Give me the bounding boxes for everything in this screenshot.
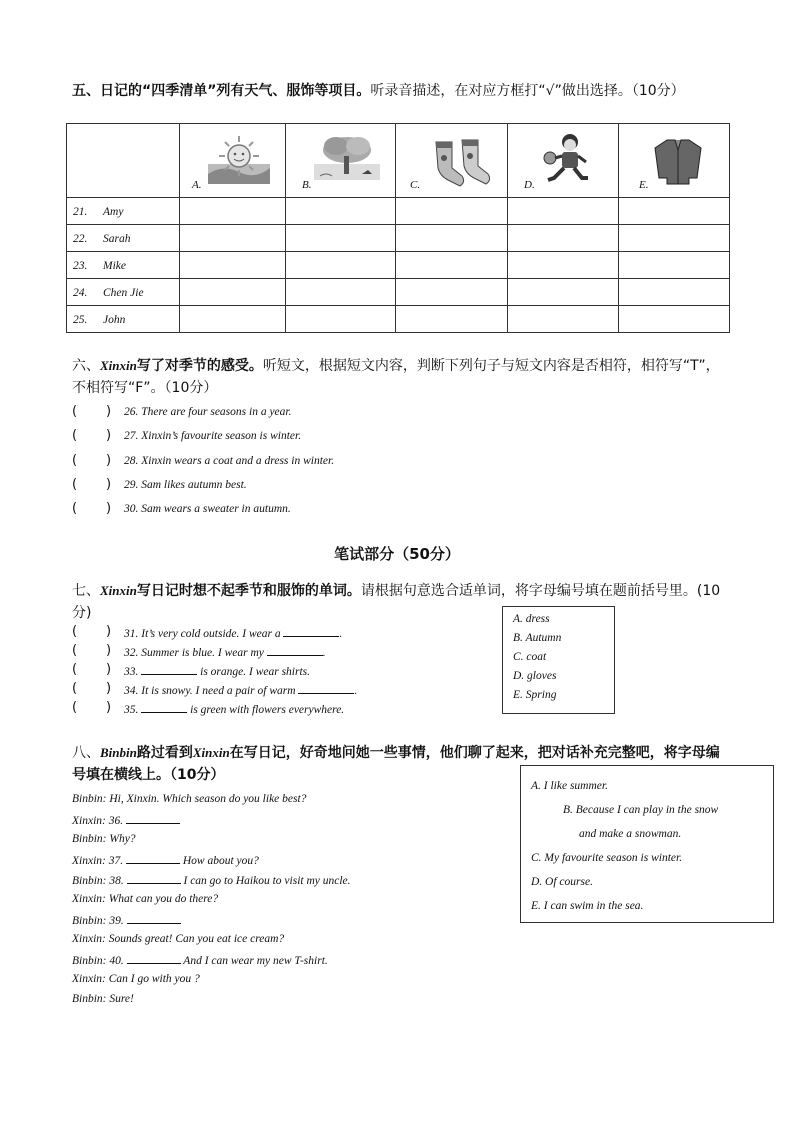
section-8-title: 八、Binbin路过看到Xinxin在写日记，好奇地问她一些事情，他们聊了起来，把对话补充完整吧，将字母编号填在横线上。（10分） bbox=[72, 745, 720, 783]
sun-icon bbox=[208, 134, 270, 184]
dialogue-line: Binbin: 40. And I can wear my new T-shirt. bbox=[72, 955, 328, 967]
dialogue-line: Xinxin: Can I go with you ? bbox=[72, 973, 200, 985]
list-item: 28. Xinxin wears a coat and a dress in winter. bbox=[124, 455, 335, 467]
section-6-title: 六、Xinxin写了对季节的感受。听短文，根据短文内容，判断下列句子与短文内容是否相符，相符写“T”，不相符写“F”。（10分） bbox=[72, 358, 720, 396]
dialogue-line: Binbin: 39. bbox=[72, 913, 181, 927]
option-b-cell bbox=[286, 124, 396, 198]
section-7-title: 七、Xinxin写日记时想不起季节和服饰的单词。请根据句意选合适单词，将字母编号填在题前括号里。(10分) bbox=[72, 583, 721, 621]
boy-basketball-icon bbox=[536, 132, 598, 188]
option-d-label: D. bbox=[524, 179, 535, 191]
option-e-label: E. bbox=[639, 179, 649, 191]
list-item: 31. It’s very cold outside. I wear a . bbox=[124, 628, 343, 640]
written-part-header: 笔试部分（50分） bbox=[334, 545, 460, 563]
list-item: 27. Xinxin’s favourite season is winter. bbox=[124, 430, 302, 442]
list-item: 33. is orange. I wear shirts. bbox=[124, 666, 311, 678]
section-5-title: 五、日记的“四季清单”列有天气、服饰等项目。听录音描述，在对应方框打“√”做出选择。（10分） bbox=[72, 83, 685, 99]
list-item: 35. is green with flowers everywhere. bbox=[124, 704, 345, 716]
table-row: 21. Amy bbox=[67, 198, 730, 225]
season-list-table bbox=[66, 123, 730, 333]
table-row: 24. Chen Jie bbox=[67, 279, 730, 306]
jacket-icon bbox=[653, 136, 703, 186]
option-e-cell bbox=[619, 124, 730, 198]
tree-icon bbox=[314, 134, 380, 180]
socks-icon bbox=[432, 138, 494, 188]
table-row: 25. John bbox=[67, 306, 730, 333]
list-item: 26. There are four seasons in a year. bbox=[124, 406, 292, 418]
dialogue-line: Binbin: Hi, Xinxin. Which season do you like best? bbox=[72, 793, 307, 805]
table-row: 23. Mike bbox=[67, 252, 730, 279]
dialogue-line: Binbin: Why? bbox=[72, 833, 136, 845]
list-item: 29. Sam likes autumn best. bbox=[124, 479, 247, 491]
list-item: 30. Sam wears a sweater in autumn. bbox=[124, 503, 291, 515]
option-c-cell bbox=[396, 124, 508, 198]
table-row: 22. Sarah bbox=[67, 225, 730, 252]
option-a-label: A. bbox=[192, 179, 202, 191]
option-d-cell bbox=[508, 124, 619, 198]
dialogue-options-box: A. I like summer. B. Because I can play in the snow and make a snowman. C. My favourite season is winter. D. Of course. E. I can swim in the sea. bbox=[520, 765, 774, 923]
dialogue-line: Xinxin: What can you do there? bbox=[72, 893, 219, 905]
dialogue-line: Binbin: 38. I can go to Haikou to visit my uncle. bbox=[72, 875, 351, 887]
word-bank-box: A. dress B. Autumn C. coat D. gloves E. Spring bbox=[502, 606, 615, 714]
dialogue-line: Xinxin: 37. How about you? bbox=[72, 855, 259, 867]
option-b-label: B. bbox=[302, 179, 312, 191]
list-item: 32. Summer is blue. I wear my . bbox=[124, 647, 326, 659]
option-c-label: C. bbox=[410, 179, 421, 191]
option-a-cell bbox=[180, 124, 286, 198]
dialogue-line: Xinxin: 36. bbox=[72, 813, 180, 827]
list-item: 34. It is snowy. I need a pair of warm . bbox=[124, 685, 358, 697]
dialogue-line: Binbin: Sure! bbox=[72, 993, 134, 1005]
dialogue-line: Xinxin: Sounds great! Can you eat ice cream? bbox=[72, 933, 285, 945]
